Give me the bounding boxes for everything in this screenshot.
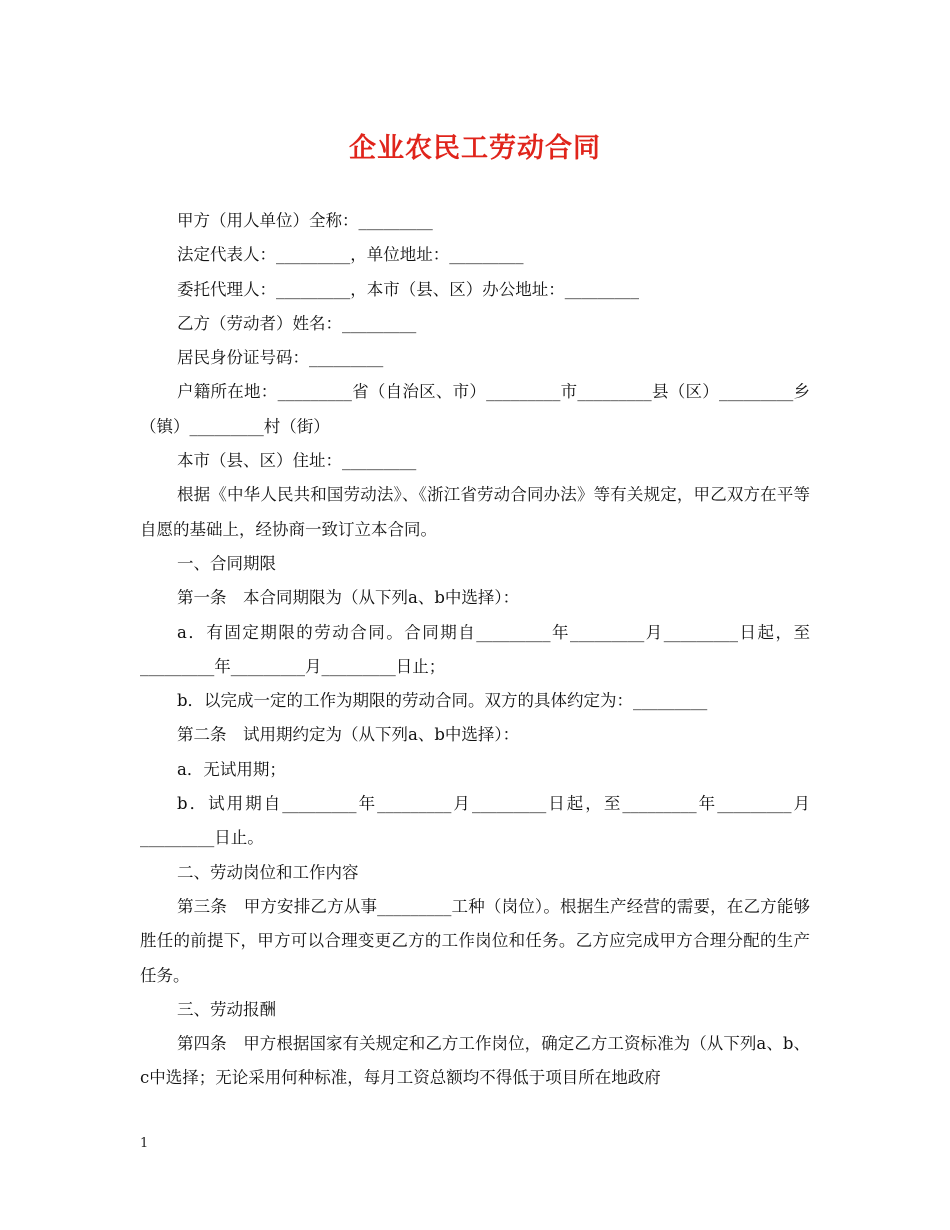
document-body — [140, 204, 810, 1096]
local-address-line: 本市（县、区）住址：_________ — [177, 451, 417, 471]
preamble-paragraph: 根据《中华人民共和国劳动法》、《浙江省劳动合同办法》等有关规定，甲乙双方在平等自愿的基础上，经协商一致订立本合同。 — [140, 485, 810, 539]
article-1-option-b: b．以完成一定的工作为期限的劳动合同。双方的具体约定为：_________ — [177, 691, 708, 711]
party-b-name-line: 乙方（劳动者）姓名：_________ — [177, 313, 417, 333]
article-2: 第二条 试用期约定为（从下列a、b中选择）： — [177, 725, 520, 745]
section-heading-contract-term: 一、合同期限 — [177, 553, 276, 573]
document-title: 企业农民工劳动合同 — [349, 133, 601, 164]
authorized-agent-line: 委托代理人：_________，本市（县、区）办公地址：_________ — [177, 279, 639, 299]
section-heading-remuneration: 三、劳动报酬 — [177, 999, 276, 1019]
id-number-line: 居民身份证号码：_________ — [177, 348, 384, 368]
article-1: 第一条 本合同期限为（从下列a、b中选择）： — [177, 588, 520, 608]
party-a-name-line: 甲方（用人单位）全称：_________ — [177, 211, 433, 230]
article-4: 第四条 甲方根据国家有关规定和乙方工作岗位，确定乙方工资标准为（从下列a、b、c中选择；无论采用何种标准，每月工资总额均不得低于项目所在地政府 — [140, 1034, 810, 1088]
article-1-option-a: a．有固定期限的劳动合同。合同期自_________年_________月_________日起，至_________年_________月_________日止； — [140, 622, 810, 676]
article-3: 第三条 甲方安排乙方从事_________工种（岗位）。根据生产经营的需要，在乙方能够胜任的前提下，甲方可以合理变更乙方的工作岗位和任务。乙方应完成甲方合理分配的生产任务。 — [140, 896, 810, 985]
article-2-option-b: b．试用期自_________年_________月_________日起，至_________年_________月_________日止。 — [140, 794, 810, 848]
household-registration-line: 户籍所在地：_________省（自治区、市）_________市_________县（区）_________乡（镇）_________村（街） — [140, 382, 810, 436]
article-2-option-a: a．无试用期； — [177, 759, 286, 779]
section-heading-job-position: 二、劳动岗位和工作内容 — [177, 862, 359, 882]
legal-representative-line: 法定代表人：_________，单位地址：_________ — [177, 245, 524, 265]
page-number: 1 — [140, 1136, 149, 1151]
